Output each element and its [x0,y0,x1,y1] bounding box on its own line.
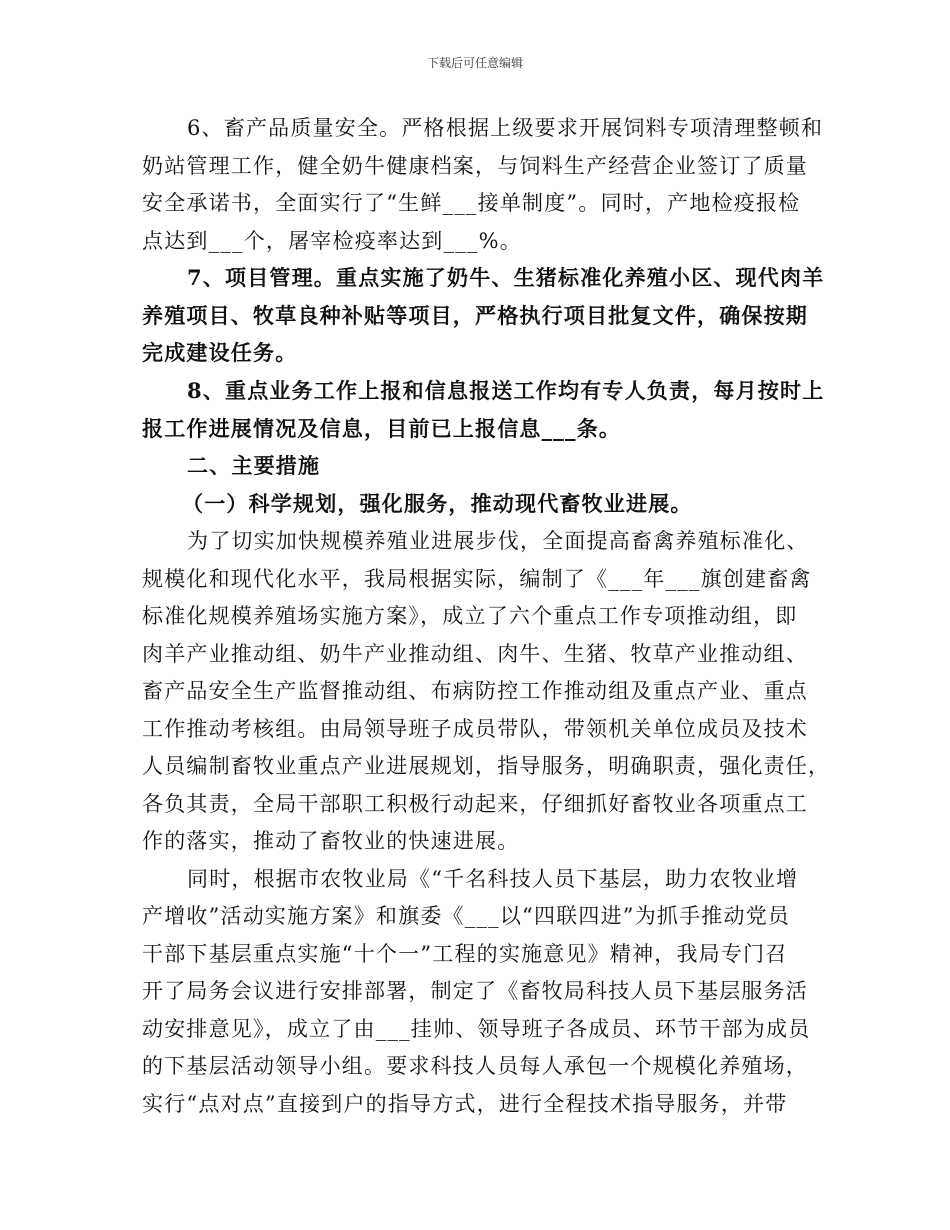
paragraph-line: 的下基层活动领导小组。要求科技人员每人承包一个规模化养殖场， [142,1054,808,1078]
paragraph-line: 同时，根据市农牧业局《“千名科技人员下基层，助力农牧业增 [187,867,799,891]
paragraph-line: 畜产品安全生产监督推动组、布病防控工作推动组及重点产业、重点 [142,679,808,703]
paragraph-line: 安全承诺书，全面实行了“生鲜___接单制度”。同时，产地检疫报检 [142,191,801,215]
paragraph-line: 各负其责，全局干部职工积极行动起来，仔细抓好畜牧业各项重点工 [142,792,808,816]
paragraph-line: 开了局务会议进行安排部署，制定了《畜牧局科技人员下基层服务活 [142,979,808,1003]
section-heading: 二、主要措施 [187,453,321,478]
page-header-note: 下载后可任意编辑 [426,56,523,70]
paragraph-line: 作的落实，推动了畜牧业的快速进展。 [142,829,520,853]
paragraph-line: 养殖项目、牧草良种补贴等项目，严格执行项目批复文件，确保按期 [142,303,808,328]
paragraph-line: 6、畜产品质量安全。严格根据上级要求开展饲料专项清理整顿和 [187,116,824,140]
paragraph-line: 标准化规模养殖场实施方案》，成立了六个重点工作专项推动组，即 [142,604,798,628]
paragraph-line: 动安排意见》，成立了由___挂帅、领导班子各成员、环节干部为成员 [142,1017,811,1041]
paragraph-line: 为了切实加快规模养殖业进展步伐，全面提高畜禽养殖标准化、 [187,529,809,553]
paragraph-line: 完成建设任务。 [142,340,298,365]
paragraph-line: 报工作进展情况及信息，目前已上报信息___条。 [142,416,622,441]
paragraph-line: 实行“点对点”直接到户的指导方式，进行全程技术指导服务，并带 [142,1092,788,1116]
paragraph-line: 点达到___个，屠宰检疫率达到___%。 [142,229,522,253]
paragraph-line: 规模化和现代化水平，我局根据实际，编制了《___年___旗创建畜禽 [142,567,812,591]
paragraph-line: 工作推动考核组。由局领导班子成员带队，带领机关单位成员及技术 [142,717,808,741]
paragraph-line: 肉羊产业推动组、奶牛产业推动组、肉牛、生猪、牧草产业推动组、 [142,642,808,666]
subsection-heading: （一）科学规划，强化服务，推动现代畜牧业进展。 [182,491,693,516]
paragraph-line: 8、重点业务工作上报和信息报送工作均有专人负责，每月按时上 [187,378,825,403]
paragraph-line: 干部下基层重点实施“十个一”工程的实施意见》精神，我局专门召 [142,942,788,966]
paragraph-line: 产增收”活动实施方案》和旗委《___以“四联四进”为抓手推动党员 [142,904,791,928]
paragraph-line: 人员编制畜牧业重点产业进展规划，指导服务，明确职责，强化责任， [142,754,831,778]
paragraph-line: 奶站管理工作，健全奶牛健康档案，与饲料生产经营企业签订了质量 [142,154,808,178]
paragraph-line: 7、项目管理。重点实施了奶牛、生猪标准化养殖小区、现代肉羊 [187,265,825,290]
